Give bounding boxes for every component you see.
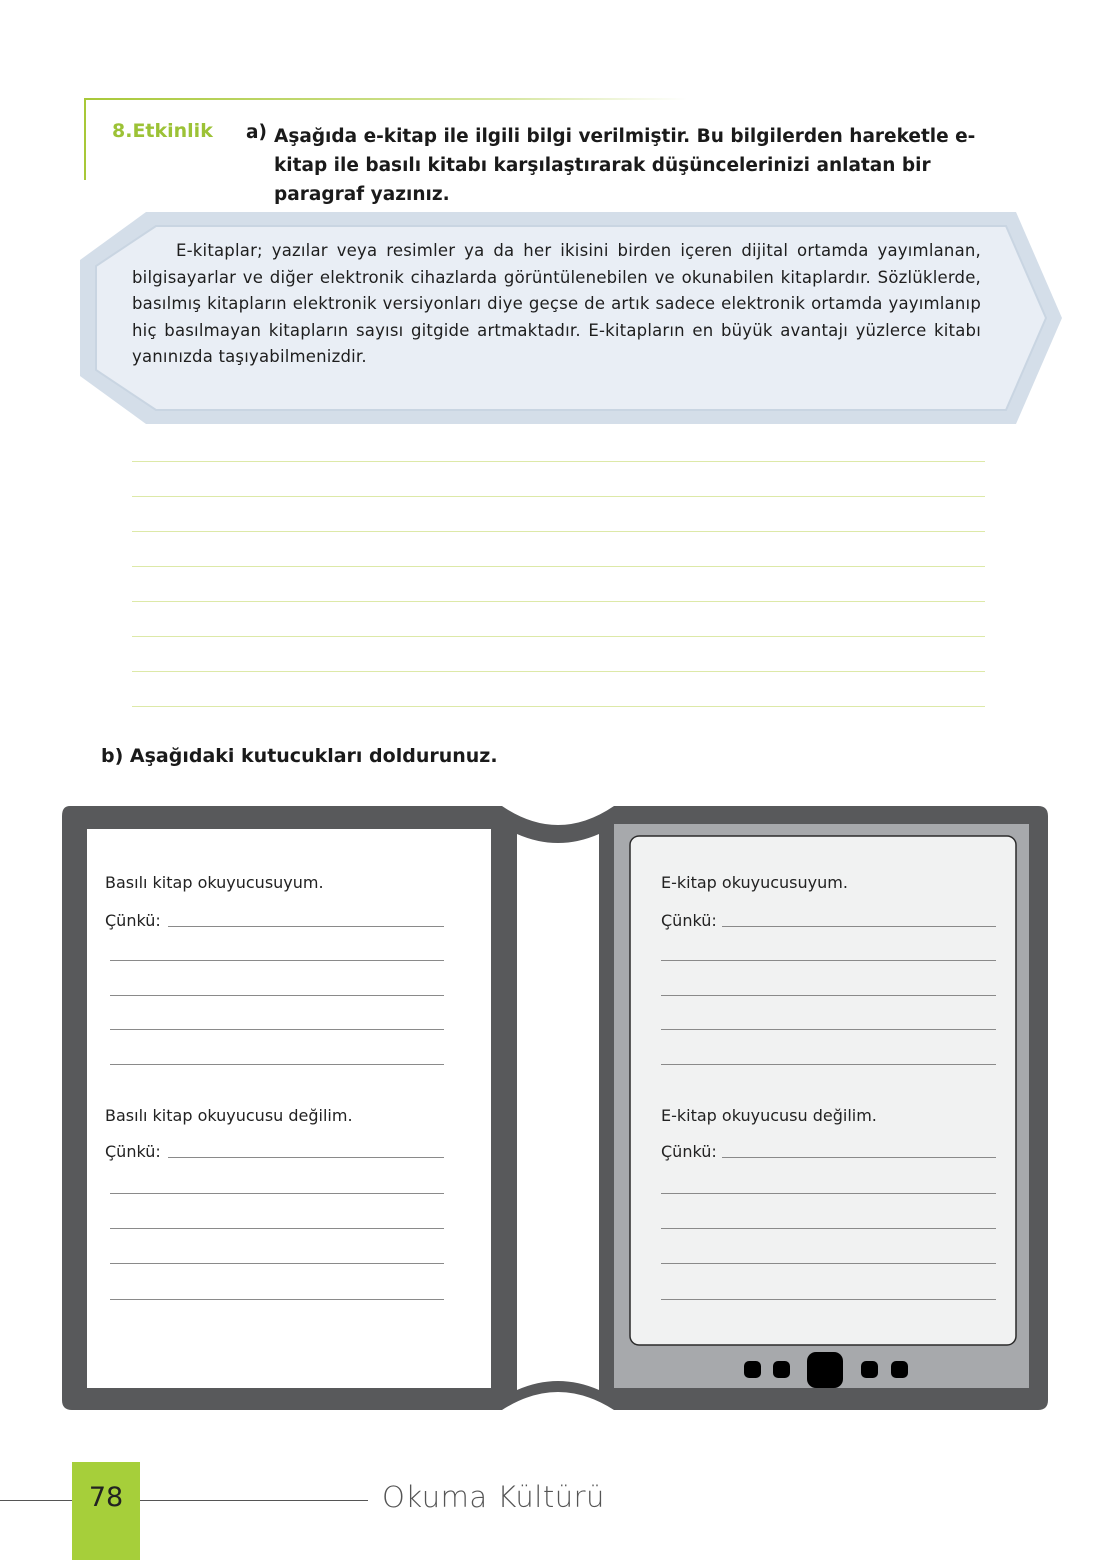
menu-button[interactable] [861,1361,878,1378]
answer-line[interactable] [661,1228,996,1229]
writing-line[interactable] [132,671,985,672]
writing-line[interactable] [132,531,985,532]
answer-line[interactable] [110,1228,444,1229]
answer-line[interactable] [661,1029,996,1030]
answer-line[interactable] [722,926,996,927]
ebook-reader-label: E-kitap okuyucusuyum. [661,873,848,892]
footer-rule [140,1500,368,1501]
writing-line[interactable] [132,706,985,707]
answer-line[interactable] [661,995,996,996]
next-page-button[interactable] [891,1361,908,1378]
writing-line[interactable] [132,601,985,602]
because-label: Çünkü: [105,1142,161,1161]
answer-line[interactable] [661,1263,996,1264]
answer-line[interactable] [110,1299,444,1300]
part-a-instruction: Aşağıda e-kitap ile ilgili bilgi verilmiştir. Bu bilgilerden hareketle e-kitap ile basılı kitabı karşılaştırarak düşüncelerinizi anlatan bir paragraf yazınız. [274,126,976,205]
printed-reader-label: Basılı kitap okuyucusuyum. [105,873,324,892]
page-number: 78 [88,1482,124,1513]
answer-line[interactable] [110,1029,444,1030]
answer-line[interactable] [661,960,996,961]
ebook-non-reader-label: E-kitap okuyucusu değilim. [661,1106,877,1125]
writing-line[interactable] [132,461,985,462]
because-label: Çünkü: [661,1142,717,1161]
back-button[interactable] [773,1361,790,1378]
answer-line[interactable] [110,1064,444,1065]
answer-line[interactable] [168,926,444,927]
activity-label: 8.Etkinlik [112,120,213,142]
because-label: Çünkü: [661,911,717,930]
info-paragraph: E-kitaplar; yazılar veya resimler ya da her ikisini birden içeren dijital ortamda yayımlanan, bilgisayarlar ve diğer elektronik cihazlarda görüntülenebilen ve okunabilen kitaplardır. Sözlüklerde, basılmış kitapların elektronik versiyonları diye geçse de artık sadece elektronik ortamda yayımlanıp hiç basılmayan kitapların sayısı gitgide artmaktadır. E-kitapların en büyük avantajı yüzlerce kitabı yanınızda taşıyabilmenizdir. [132,241,981,367]
footer-book-title: Okuma Kültürü [382,1480,605,1514]
answer-line[interactable] [661,1299,996,1300]
answer-line[interactable] [110,995,444,996]
part-b-title: b) Aşağıdaki kutucukları doldurunuz. [101,745,498,767]
printed-non-reader-label: Basılı kitap okuyucusu değilim. [105,1106,353,1125]
writing-line[interactable] [132,566,985,567]
part-a-letter: a) [246,122,267,143]
answer-line[interactable] [110,1263,444,1264]
answer-line[interactable] [722,1157,996,1158]
answer-line[interactable] [110,1193,444,1194]
prev-page-button[interactable] [744,1361,761,1378]
writing-line[interactable] [132,496,985,497]
home-button[interactable] [807,1352,843,1388]
answer-line[interactable] [168,1157,444,1158]
answer-line[interactable] [110,960,444,961]
because-label: Çünkü: [105,911,161,930]
answer-line[interactable] [661,1193,996,1194]
writing-line[interactable] [132,636,985,637]
footer-rule [0,1500,72,1501]
answer-line[interactable] [661,1064,996,1065]
